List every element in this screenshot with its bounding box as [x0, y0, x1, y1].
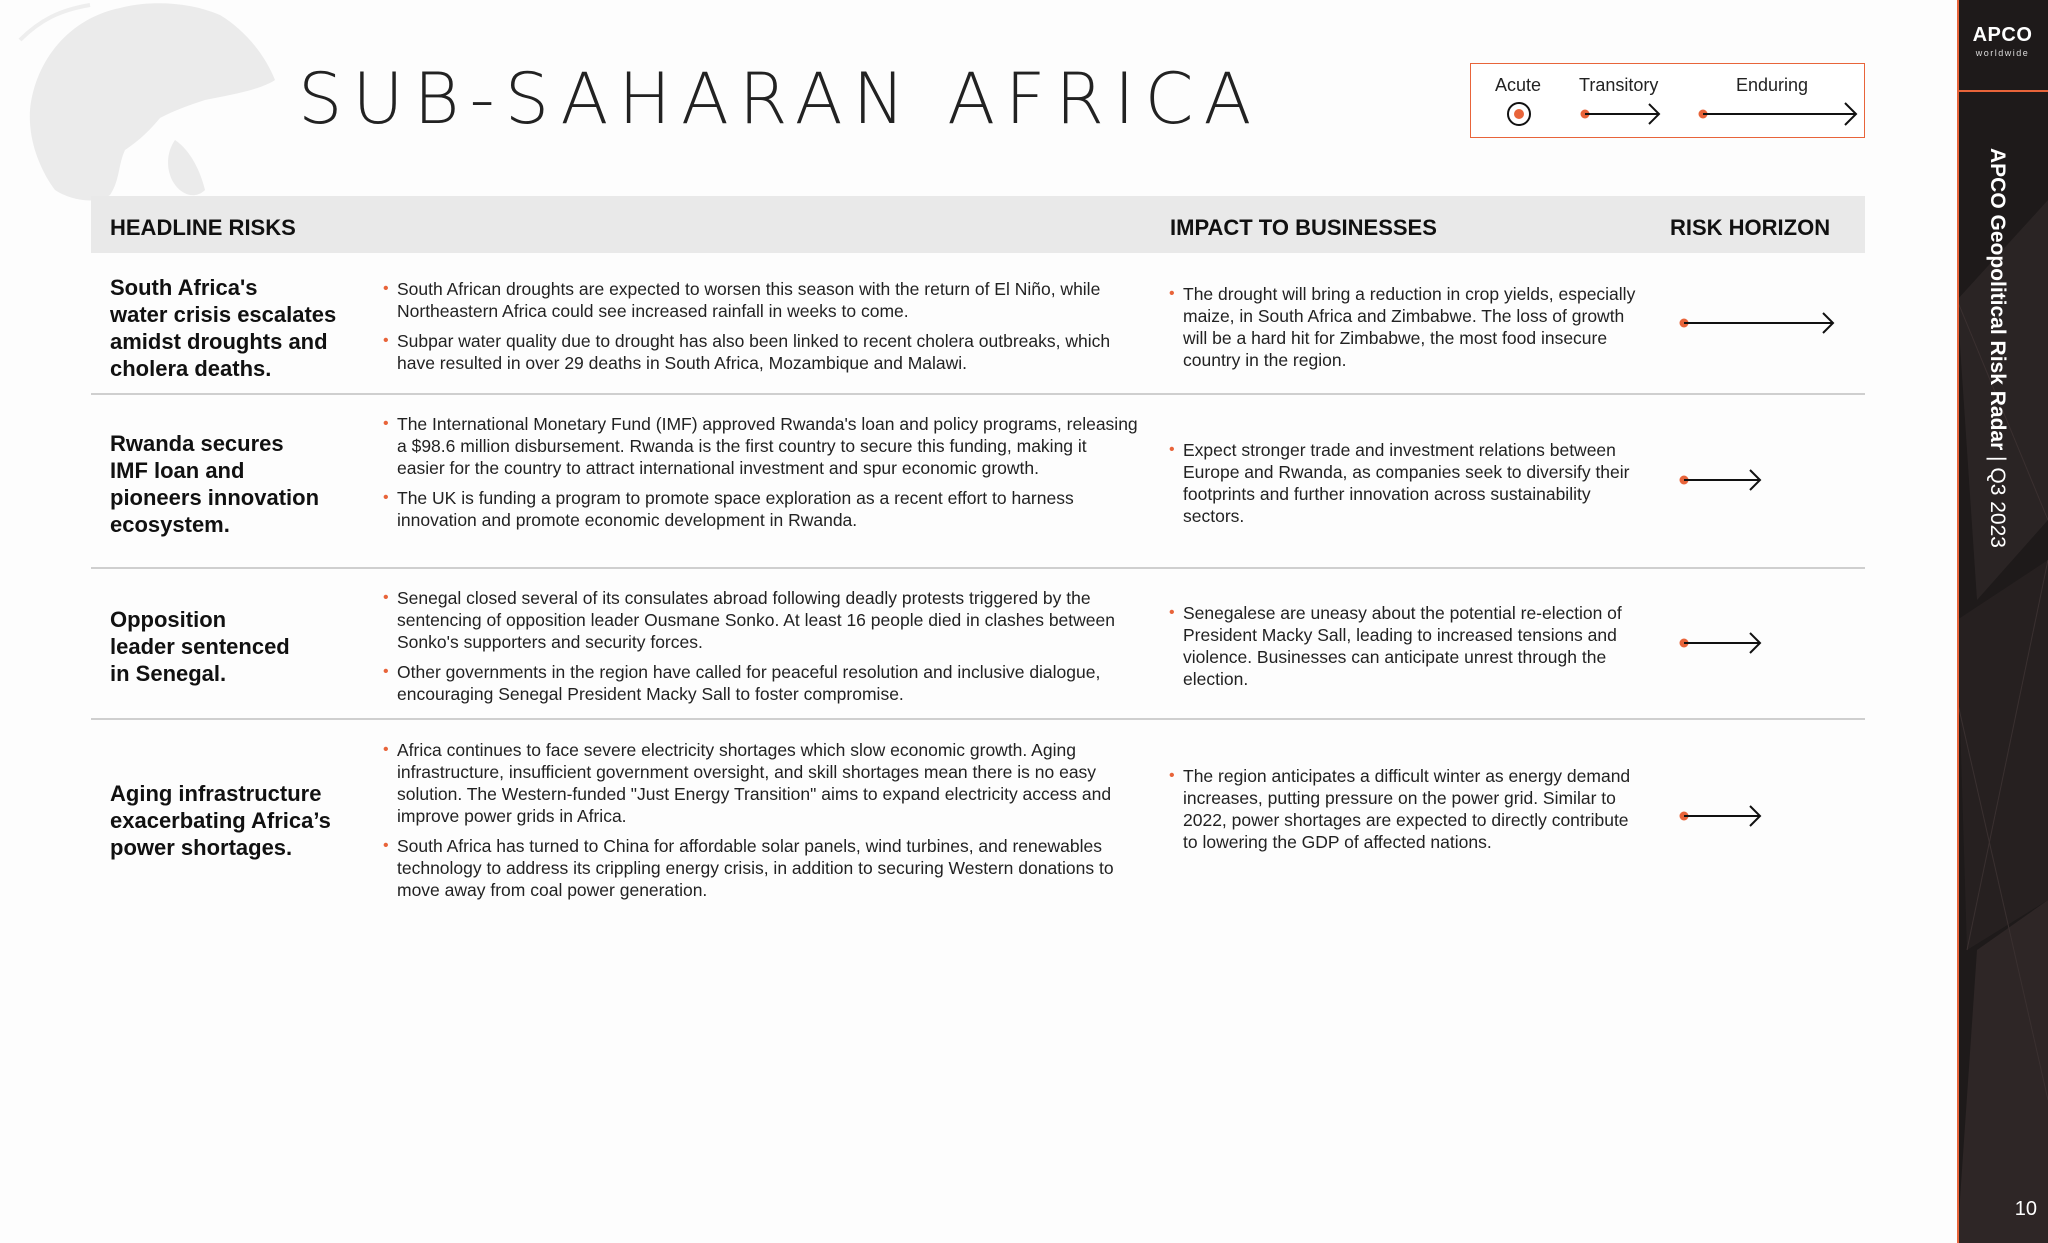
- list-item: • Other governments in the region have called for peaceful resolution and inclusive dialogue, encouraging Senegal President Macky Sall to foster compromise.: [378, 661, 1138, 705]
- transitory-arrow-icon: [1581, 104, 1660, 124]
- legend-enduring-label: Enduring: [1736, 75, 1809, 95]
- list-item: • The region anticipates a difficult winter as energy demand increases, putting pressure on the power grid. Similar to 2022, power shortages are expected to directly contribute to lowering the GDP of affected nations.: [1165, 765, 1645, 853]
- list-item: • The drought will bring a reduction in crop yields, especially maize, in South Africa and Zimbabwe. The loss of growth will be a hard hit for Zimbabwe, the most food insecure country in the region.: [1165, 283, 1645, 371]
- legend-symbols: [1471, 64, 1864, 137]
- risk-bullets-2: [378, 413, 1138, 539]
- impact-4: [1165, 765, 1645, 853]
- enduring-arrow-icon: [1699, 103, 1857, 125]
- risk-title-1: South Africa's water crisis escalates amidst droughts and cholera deaths.: [110, 275, 337, 381]
- acute-target-icon: [1508, 103, 1530, 125]
- transitory-arrow-icon: [1675, 801, 1845, 831]
- list-item: • South Africa has turned to China for affordable solar panels, wind turbines, and renewables technology to address its crippling energy crisis, in addition to securing Western donations to move away from coal power generation.: [378, 835, 1138, 901]
- sidebar: [1957, 0, 2048, 1243]
- header-impact: IMPACT TO BUSINESSES: [1170, 215, 1437, 240]
- page-number: 10: [2014, 1198, 2037, 1220]
- sidebar-divider: [1957, 90, 2048, 92]
- risk-title-3: Opposition leader sentenced in Senegal.: [110, 607, 290, 686]
- row-divider: [91, 718, 1865, 720]
- enduring-arrow-icon: [1675, 308, 1845, 338]
- page-title: SUB-SAHARAN AFRICA: [298, 58, 1262, 140]
- list-item: • Expect stronger trade and investment relations between Europe and Rwanda, as companies seek to diversify their footprints and further innovation across sustainability sectors.: [1165, 439, 1645, 527]
- report-quarter: Q3 2023: [1986, 467, 2009, 548]
- report-title-vertical: [1985, 148, 2009, 548]
- header-risk-horizon: RISK HORIZON: [1670, 215, 1831, 240]
- risk-horizon-legend: [1470, 63, 1865, 138]
- table-header-band: [91, 196, 1865, 253]
- risk-bullets-3: [378, 587, 1138, 713]
- transitory-arrow-icon: [1675, 628, 1845, 658]
- list-item: • The International Monetary Fund (IMF) approved Rwanda's loan and policy programs, releasing a $98.6 million disbursement. Rwanda is the first country to secure this funding, making it easier for the country to attract international investment and spur economic growth.: [378, 413, 1138, 479]
- report-name: APCO Geopolitical Risk Radar: [1986, 148, 2009, 451]
- risk-bullets-4: [378, 739, 1138, 909]
- risk-bullets-1: [378, 278, 1138, 382]
- header-headline-risks: HEADLINE RISKS: [110, 215, 296, 240]
- impact-3: [1165, 602, 1645, 690]
- list-item: • Senegal closed several of its consulates abroad following deadly protests triggered by the sentencing of opposition leader Ousmane Sonko. At least 16 people died in clashes between Sonko's supporters and security forces.: [378, 587, 1138, 653]
- impact-1: [1165, 283, 1645, 371]
- list-item: • Subpar water quality due to drought has also been linked to recent cholera outbreaks, which have resulted in over 29 deaths in South Africa, Mozambique and Malawi.: [378, 330, 1138, 374]
- apco-logo: APCO: [1972, 24, 2033, 46]
- list-item: • South African droughts are expected to worsen this season with the return of El Niño, while Northeastern Africa could see increased rainfall in weeks to come.: [378, 278, 1138, 322]
- list-item: • The UK is funding a program to promote space exploration as a recent effort to harness innovation and promote economic development in Rwanda.: [378, 487, 1138, 531]
- report-separator: |: [1986, 456, 2009, 462]
- row-divider: [91, 567, 1865, 569]
- list-item: • Senegalese are uneasy about the potential re-election of President Macky Sall, leading to increased tensions and violence. Businesses can anticipate unrest through the election.: [1165, 602, 1645, 690]
- risk-title-4: Aging infrastructure exacerbating Africa’s power shortages.: [110, 781, 331, 860]
- legend-acute-label: Acute: [1495, 75, 1542, 95]
- transitory-arrow-icon: [1675, 465, 1845, 495]
- list-item: • Africa continues to face severe electricity shortages which slow economic growth. Aging infrastructure, insufficient government oversight, and skill shortages mean there is no easy solution. The Western-funded "Just Energy Transition" aims to expand electricity access and improve power grids in Africa.: [378, 739, 1138, 827]
- risk-title-2: Rwanda secures IMF loan and pioneers innovation ecosystem.: [110, 431, 320, 537]
- legend-transitory-label: Transitory: [1579, 75, 1659, 95]
- row-divider: [91, 393, 1865, 395]
- apco-logo-sub: worldwide: [1975, 48, 2030, 58]
- sidebar-accent-edge: [1957, 0, 1959, 1243]
- impact-2: [1165, 439, 1645, 527]
